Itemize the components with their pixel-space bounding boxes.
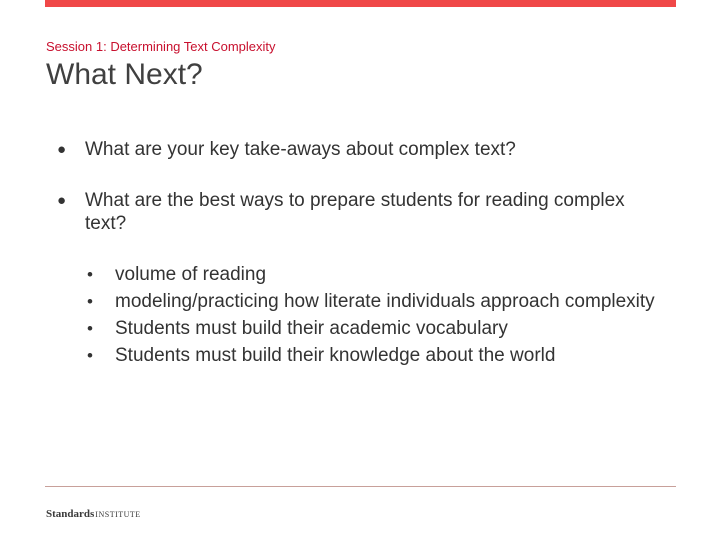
sub-bullet-text: volume of reading <box>115 264 267 285</box>
session-label: Session 1: Determining Text Complexity <box>46 39 276 54</box>
bullet-list <box>57 138 657 371</box>
sub-bullet-item <box>85 317 657 340</box>
sub-bullet-text: Students must build their knowledge about the world <box>115 345 556 366</box>
bullet-text: What are the best ways to prepare students for reading complex text? <box>85 190 625 234</box>
sub-bullet-dot-icon: • <box>87 265 93 284</box>
sub-bullet-dot-icon: • <box>87 319 93 338</box>
slide-title: What Next? <box>46 58 203 91</box>
logo-text-bold: Standards <box>46 508 95 520</box>
sub-bullet-dot-icon: • <box>87 292 93 311</box>
bullet-item <box>57 189 657 367</box>
bullet-text: What are your key take-aways about complex text? <box>85 139 516 160</box>
logo-text-light: INSTITUTE <box>95 510 141 519</box>
sub-bullet-item <box>85 263 657 286</box>
sub-bullet-dot-icon: • <box>87 346 93 365</box>
sub-bullet-text: modeling/practicing how literate individuals approach complexity <box>115 291 655 312</box>
bullet-dot-icon: ● <box>57 141 67 158</box>
sub-bullet-text: Students must build their academic vocabulary <box>115 318 508 339</box>
bullet-dot-icon: ● <box>57 192 67 209</box>
top-accent-bar <box>45 0 676 7</box>
footer-divider <box>45 486 676 487</box>
bullet-item <box>57 138 657 161</box>
standards-institute-logo <box>46 504 141 522</box>
sub-bullet-item <box>85 290 657 313</box>
sub-bullet-item <box>85 344 657 367</box>
sub-bullet-list <box>85 263 657 367</box>
